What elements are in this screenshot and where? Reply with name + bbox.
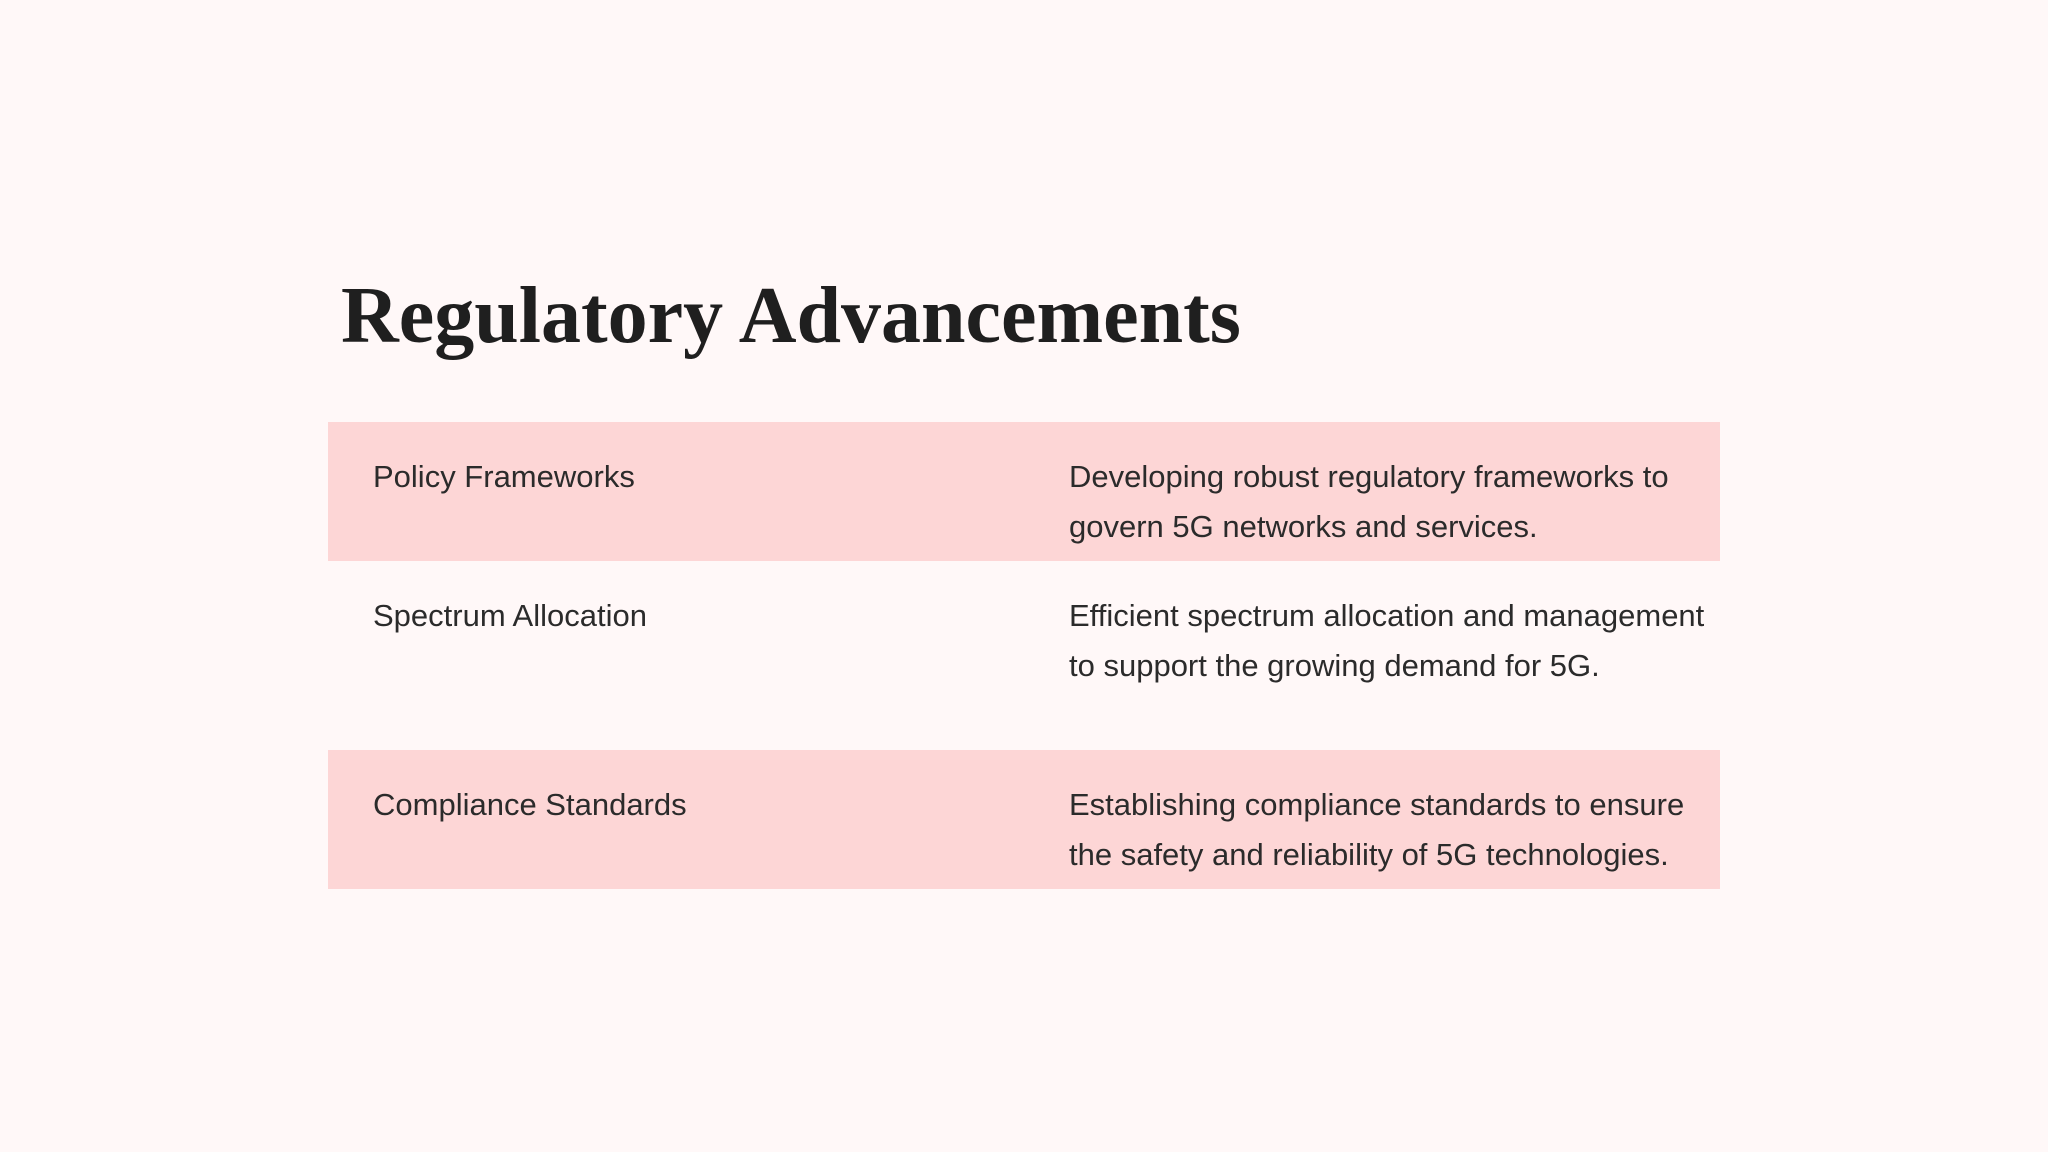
row-label: Compliance Standards (373, 787, 687, 822)
row-label: Policy Frameworks (373, 459, 635, 494)
row-label: Spectrum Allocation (373, 598, 647, 633)
slide-title: Regulatory Advancements (341, 272, 1241, 360)
row-description: Efficient spectrum allocation and management to support the growing demand for 5G. (1069, 598, 1705, 683)
table-row (328, 561, 1720, 750)
regulatory-table (328, 422, 1720, 889)
row-description: Establishing compliance standards to ensure the safety and reliability of 5G technologies. (1069, 787, 1685, 872)
table-row (328, 422, 1720, 561)
table-row (328, 750, 1720, 889)
row-description: Developing robust regulatory frameworks to govern 5G networks and services. (1069, 459, 1669, 544)
